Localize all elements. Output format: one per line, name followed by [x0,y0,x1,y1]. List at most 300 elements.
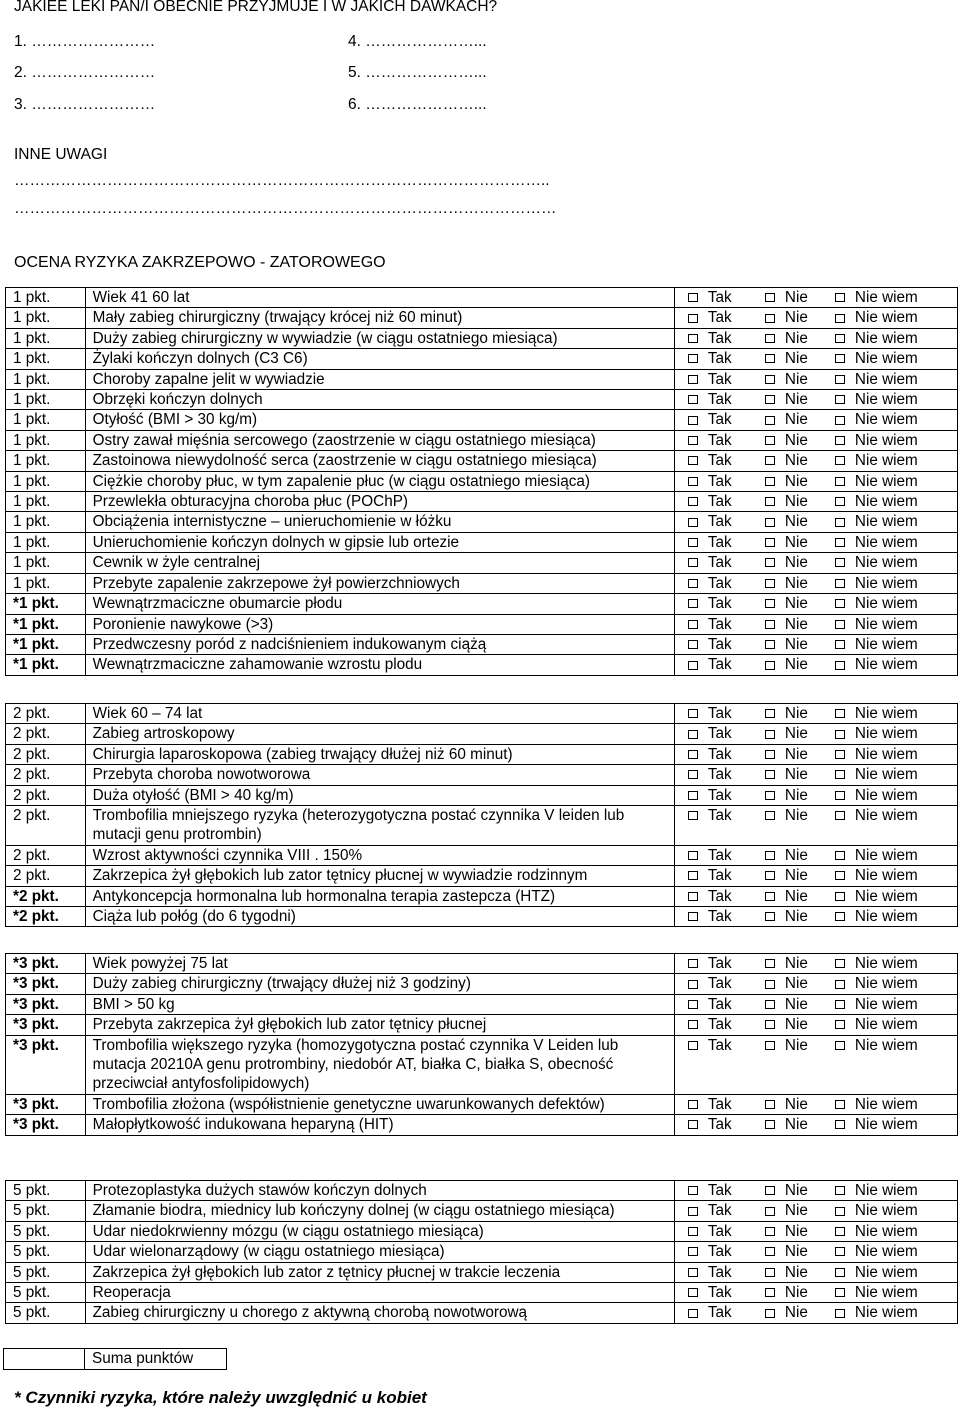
option-label: Nie wiem [854,309,918,327]
option-yes-checkbox[interactable] [675,288,765,307]
checkbox-square-icon[interactable] [765,1186,775,1195]
risk-points: 2 pkt. [6,785,86,805]
option-no-checkbox[interactable] [765,1095,835,1114]
checkbox-square-icon[interactable] [835,579,845,588]
option-dont-know-checkbox[interactable] [835,974,950,993]
option-yes-checkbox[interactable] [675,954,765,973]
option-yes-checkbox[interactable] [675,329,765,348]
option-dont-know-checkbox[interactable] [835,451,950,470]
option-dont-know-checkbox[interactable] [835,1303,950,1322]
checkbox-square-icon[interactable] [835,558,845,567]
checkbox-square-icon[interactable] [835,1100,845,1109]
med-item-4[interactable]: 4. …………………... [348,33,487,50]
option-yes-checkbox[interactable] [675,349,765,368]
option-dont-know-checkbox[interactable] [835,765,950,784]
option-no-checkbox[interactable] [765,995,835,1014]
checkbox-square-icon[interactable] [835,1186,845,1195]
option-yes-checkbox[interactable] [675,472,765,491]
risk-points: 2 pkt. [6,704,86,724]
risk-description: Duży zabieg chirurgiczny w wywiadzie (w ciągu ostatniego miesiąca) [85,328,674,348]
checkbox-square-icon[interactable] [835,436,845,445]
option-no-checkbox[interactable] [765,1201,835,1220]
option-yes-checkbox[interactable] [675,907,765,926]
checkbox-square-icon[interactable] [765,851,775,860]
checkbox-square-icon[interactable] [765,709,775,718]
option-yes-checkbox[interactable] [675,553,765,572]
checkbox-square-icon[interactable] [688,354,698,363]
checkbox-square-icon[interactable] [835,477,845,486]
option-label: Tak [707,513,732,531]
option-yes-checkbox[interactable] [675,1283,765,1302]
option-label: Nie wiem [854,493,918,511]
risk-row [6,410,958,430]
checkbox-square-icon[interactable] [765,1207,775,1216]
checkbox-square-icon[interactable] [688,579,698,588]
option-no-checkbox[interactable] [765,615,835,634]
option-dont-know-checkbox[interactable] [835,635,950,654]
checkbox-square-icon[interactable] [688,456,698,465]
risk-description: Duży zabieg chirurgiczny (trwający dłużej niż 3 godziny) [85,974,674,994]
checkbox-square-icon[interactable] [835,851,845,860]
option-no-checkbox[interactable] [765,1036,835,1055]
checkbox-square-icon[interactable] [688,1309,698,1318]
risk-answer-options [674,369,957,389]
option-yes-checkbox[interactable] [675,1263,765,1282]
option-no-checkbox[interactable] [765,451,835,470]
checkbox-square-icon[interactable] [835,1000,845,1009]
checkbox-square-icon[interactable] [688,980,698,989]
checkbox-square-icon[interactable] [765,791,775,800]
checkbox-square-icon[interactable] [835,518,845,527]
option-label: Nie [784,745,808,763]
checkbox-square-icon[interactable] [765,750,775,759]
option-yes-checkbox[interactable] [675,995,765,1014]
checkbox-square-icon[interactable] [688,912,698,921]
option-dont-know-checkbox[interactable] [835,1222,950,1241]
option-yes-checkbox[interactable] [675,745,765,764]
checkbox-square-icon[interactable] [688,599,698,608]
option-label: Nie [784,533,808,551]
checkbox-square-icon[interactable] [765,314,775,323]
option-yes-checkbox[interactable] [675,704,765,723]
checkbox-square-icon[interactable] [688,1268,698,1277]
checkbox-square-icon[interactable] [765,1041,775,1050]
option-dont-know-checkbox[interactable] [835,1036,950,1055]
risk-table-1pt [5,287,958,676]
checkbox-square-icon[interactable] [765,811,775,820]
option-dont-know-checkbox[interactable] [835,806,950,825]
checkbox-square-icon[interactable] [688,314,698,323]
option-yes-checkbox[interactable] [675,1303,765,1322]
option-dont-know-checkbox[interactable] [835,390,950,409]
option-dont-know-checkbox[interactable] [835,553,950,572]
checkbox-square-icon[interactable] [688,1020,698,1029]
checkbox-square-icon[interactable] [765,1309,775,1318]
option-no-checkbox[interactable] [765,370,835,389]
checkbox-square-icon[interactable] [688,518,698,527]
option-no-checkbox[interactable] [765,1283,835,1302]
checkbox-square-icon[interactable] [765,477,775,486]
option-no-checkbox[interactable] [765,553,835,572]
checkbox-square-icon[interactable] [835,1227,845,1236]
option-dont-know-checkbox[interactable] [835,846,950,865]
checkbox-square-icon[interactable] [688,293,698,302]
checkbox-square-icon[interactable] [765,1000,775,1009]
checkbox-square-icon[interactable] [835,1288,845,1297]
option-dont-know-checkbox[interactable] [835,1181,950,1200]
option-no-checkbox[interactable] [765,635,835,654]
option-dont-know-checkbox[interactable] [835,594,950,613]
checkbox-square-icon[interactable] [765,436,775,445]
checkbox-square-icon[interactable] [835,538,845,547]
checkbox-square-icon[interactable] [835,1268,845,1277]
checkbox-square-icon[interactable] [688,1186,698,1195]
option-yes-checkbox[interactable] [675,533,765,552]
checkbox-square-icon[interactable] [688,730,698,739]
option-dont-know-checkbox[interactable] [835,786,950,805]
option-dont-know-checkbox[interactable] [835,907,950,926]
checkbox-square-icon[interactable] [835,912,845,921]
checkbox-square-icon[interactable] [765,375,775,384]
option-no-checkbox[interactable] [765,390,835,409]
risk-points: 1 pkt. [6,492,86,512]
option-no-checkbox[interactable] [765,492,835,511]
option-yes-checkbox[interactable] [675,308,765,327]
checkbox-square-icon[interactable] [835,980,845,989]
checkbox-square-icon[interactable] [835,416,845,425]
option-no-checkbox[interactable] [765,1303,835,1322]
option-dont-know-checkbox[interactable] [835,704,950,723]
checkbox-square-icon[interactable] [765,892,775,901]
checkbox-square-icon[interactable] [835,709,845,718]
option-yes-checkbox[interactable] [675,1115,765,1134]
option-label: Tak [707,329,732,347]
option-no-checkbox[interactable] [765,472,835,491]
checkbox-square-icon[interactable] [688,661,698,670]
checkbox-square-icon[interactable] [835,750,845,759]
option-dont-know-checkbox[interactable] [835,308,950,327]
checkbox-square-icon[interactable] [765,579,775,588]
option-dont-know-checkbox[interactable] [835,492,950,511]
checkbox-square-icon[interactable] [688,477,698,486]
option-yes-checkbox[interactable] [675,431,765,450]
checkbox-square-icon[interactable] [765,620,775,629]
notes-line-1[interactable]: ………………………………………………………………………………………….. [14,172,550,189]
option-dont-know-checkbox[interactable] [835,533,950,552]
checkbox-square-icon[interactable] [688,770,698,779]
option-label: Nie wiem [854,533,918,551]
option-yes-checkbox[interactable] [675,1095,765,1114]
option-dont-know-checkbox[interactable] [835,887,950,906]
checkbox-square-icon[interactable] [688,640,698,649]
checkbox-square-icon[interactable] [835,1041,845,1050]
checkbox-square-icon[interactable] [765,1247,775,1256]
points-sum-label: Suma punktów [92,1350,194,1367]
checkbox-square-icon[interactable] [688,709,698,718]
option-no-checkbox[interactable] [765,846,835,865]
option-no-checkbox[interactable] [765,655,835,674]
med-item-2[interactable]: 2. …………………… [14,64,156,81]
checkbox-square-icon[interactable] [688,375,698,384]
checkbox-square-icon[interactable] [765,912,775,921]
checkbox-square-icon[interactable] [835,791,845,800]
checkbox-square-icon[interactable] [765,416,775,425]
checkbox-square-icon[interactable] [765,980,775,989]
med-item-5[interactable]: 5. …………………... [348,64,487,81]
option-dont-know-checkbox[interactable] [835,1095,950,1114]
checkbox-square-icon[interactable] [765,1100,775,1109]
checkbox-square-icon[interactable] [688,558,698,567]
checkbox-square-icon[interactable] [835,1020,845,1029]
option-yes-checkbox[interactable] [675,635,765,654]
option-dont-know-checkbox[interactable] [835,655,950,674]
checkbox-square-icon[interactable] [835,770,845,779]
checkbox-square-icon[interactable] [765,770,775,779]
option-yes-checkbox[interactable] [675,724,765,743]
option-dont-know-checkbox[interactable] [835,615,950,634]
checkbox-square-icon[interactable] [765,334,775,343]
option-no-checkbox[interactable] [765,594,835,613]
checkbox-square-icon[interactable] [835,1207,845,1216]
option-dont-know-checkbox[interactable] [835,954,950,973]
option-no-checkbox[interactable] [765,1242,835,1261]
med-item-6[interactable]: 6. …………………... [348,96,487,113]
option-label: Nie wiem [854,452,918,470]
risk-answer-options [674,994,957,1014]
checkbox-square-icon[interactable] [765,354,775,363]
option-yes-checkbox[interactable] [675,594,765,613]
option-dont-know-checkbox[interactable] [835,431,950,450]
option-dont-know-checkbox[interactable] [835,349,950,368]
checkbox-square-icon[interactable] [688,334,698,343]
checkbox-square-icon[interactable] [688,871,698,880]
option-yes-checkbox[interactable] [675,410,765,429]
points-sum-value[interactable] [4,1349,85,1369]
checkbox-square-icon[interactable] [688,395,698,404]
checkbox-square-icon[interactable] [835,1247,845,1256]
option-no-checkbox[interactable] [765,431,835,450]
option-yes-checkbox[interactable] [675,492,765,511]
option-yes-checkbox[interactable] [675,1036,765,1055]
option-dont-know-checkbox[interactable] [835,370,950,389]
option-dont-know-checkbox[interactable] [835,1283,950,1302]
risk-row [6,954,958,974]
option-dont-know-checkbox[interactable] [835,1201,950,1220]
option-no-checkbox[interactable] [765,907,835,926]
option-yes-checkbox[interactable] [675,370,765,389]
checkbox-square-icon[interactable] [765,661,775,670]
option-label: Nie [784,309,808,327]
checkbox-square-icon[interactable] [765,538,775,547]
checkbox-square-icon[interactable] [835,811,845,820]
checkbox-square-icon[interactable] [688,959,698,968]
checkbox-square-icon[interactable] [688,892,698,901]
option-no-checkbox[interactable] [765,1015,835,1034]
checkbox-square-icon[interactable] [765,558,775,567]
checkbox-square-icon[interactable] [688,1227,698,1236]
checkbox-square-icon[interactable] [835,661,845,670]
checkbox-square-icon[interactable] [688,1000,698,1009]
checkbox-square-icon[interactable] [688,750,698,759]
option-dont-know-checkbox[interactable] [835,410,950,429]
option-dont-know-checkbox[interactable] [835,724,950,743]
checkbox-square-icon[interactable] [835,395,845,404]
checkbox-square-icon[interactable] [835,892,845,901]
risk-answer-options [674,765,957,785]
option-dont-know-checkbox[interactable] [835,1015,950,1034]
option-label: Nie wiem [854,955,918,972]
checkbox-square-icon[interactable] [688,620,698,629]
option-yes-checkbox[interactable] [675,1222,765,1241]
option-no-checkbox[interactable] [765,954,835,973]
option-dont-know-checkbox[interactable] [835,512,950,531]
option-no-checkbox[interactable] [765,512,835,531]
option-dont-know-checkbox[interactable] [835,745,950,764]
checkbox-square-icon[interactable] [765,959,775,968]
checkbox-square-icon[interactable] [688,851,698,860]
option-no-checkbox[interactable] [765,288,835,307]
option-no-checkbox[interactable] [765,806,835,825]
option-no-checkbox[interactable] [765,704,835,723]
checkbox-square-icon[interactable] [688,1288,698,1297]
option-no-checkbox[interactable] [765,724,835,743]
risk-points: *1 pkt. [6,594,86,614]
option-label: Nie [784,574,808,592]
option-yes-checkbox[interactable] [675,390,765,409]
option-dont-know-checkbox[interactable] [835,574,950,593]
option-no-checkbox[interactable] [765,574,835,593]
med-item-3[interactable]: 3. …………………… [14,96,156,113]
option-yes-checkbox[interactable] [675,574,765,593]
option-no-checkbox[interactable] [765,786,835,805]
checkbox-square-icon[interactable] [688,497,698,506]
checkbox-square-icon[interactable] [688,791,698,800]
checkbox-square-icon[interactable] [835,456,845,465]
checkbox-square-icon[interactable] [765,293,775,302]
option-dont-know-checkbox[interactable] [835,288,950,307]
checkbox-square-icon[interactable] [835,1120,845,1129]
checkbox-square-icon[interactable] [835,620,845,629]
checkbox-square-icon[interactable] [688,1041,698,1050]
option-label: Nie wiem [854,615,918,633]
checkbox-square-icon[interactable] [835,1309,845,1318]
checkbox-square-icon[interactable] [835,293,845,302]
notes-line-2[interactable]: …………………………………………………………………………………………… [14,200,557,217]
option-dont-know-checkbox[interactable] [835,472,950,491]
med-item-1[interactable]: 1. …………………… [14,33,156,50]
option-no-checkbox[interactable] [765,866,835,885]
checkbox-square-icon[interactable] [835,354,845,363]
option-dont-know-checkbox[interactable] [835,329,950,348]
checkbox-square-icon[interactable] [688,436,698,445]
checkbox-square-icon[interactable] [765,1227,775,1236]
checkbox-square-icon[interactable] [835,599,845,608]
option-no-checkbox[interactable] [765,1115,835,1134]
option-dont-know-checkbox[interactable] [835,1242,950,1261]
checkbox-square-icon[interactable] [835,871,845,880]
option-no-checkbox[interactable] [765,1263,835,1282]
checkbox-square-icon[interactable] [765,640,775,649]
option-yes-checkbox[interactable] [675,974,765,993]
option-dont-know-checkbox[interactable] [835,866,950,885]
checkbox-square-icon[interactable] [835,375,845,384]
option-no-checkbox[interactable] [765,765,835,784]
option-label: Nie wiem [854,1182,918,1199]
checkbox-square-icon[interactable] [765,497,775,506]
checkbox-square-icon[interactable] [688,538,698,547]
checkbox-square-icon[interactable] [765,599,775,608]
risk-description: Mały zabieg chirurgiczny (trwający krócej niż 60 minut) [85,308,674,328]
option-no-checkbox[interactable] [765,329,835,348]
option-yes-checkbox[interactable] [675,1201,765,1220]
option-yes-checkbox[interactable] [675,1181,765,1200]
option-dont-know-checkbox[interactable] [835,995,950,1014]
checkbox-square-icon[interactable] [765,518,775,527]
option-no-checkbox[interactable] [765,887,835,906]
option-dont-know-checkbox[interactable] [835,1263,950,1282]
checkbox-square-icon[interactable] [688,1247,698,1256]
option-yes-checkbox[interactable] [675,451,765,470]
option-no-checkbox[interactable] [765,1222,835,1241]
checkbox-square-icon[interactable] [688,1207,698,1216]
option-yes-checkbox[interactable] [675,512,765,531]
checkbox-square-icon[interactable] [765,871,775,880]
risk-points: 1 pkt. [6,349,86,369]
option-label: Nie [784,1243,808,1261]
option-no-checkbox[interactable] [765,410,835,429]
option-yes-checkbox[interactable] [675,765,765,784]
risk-answer-options [674,430,957,450]
checkbox-square-icon[interactable] [688,1100,698,1109]
option-no-checkbox[interactable] [765,308,835,327]
option-yes-checkbox[interactable] [675,1242,765,1261]
checkbox-square-icon[interactable] [835,314,845,323]
risk-description: Reoperacja [85,1283,674,1303]
option-yes-checkbox[interactable] [675,846,765,865]
risk-points: 2 pkt. [6,765,86,785]
option-no-checkbox[interactable] [765,349,835,368]
checkbox-square-icon[interactable] [765,456,775,465]
option-yes-checkbox[interactable] [675,786,765,805]
checkbox-square-icon[interactable] [688,811,698,820]
option-no-checkbox[interactable] [765,1181,835,1200]
checkbox-square-icon[interactable] [835,730,845,739]
checkbox-square-icon[interactable] [765,1268,775,1277]
option-no-checkbox[interactable] [765,533,835,552]
checkbox-square-icon[interactable] [688,416,698,425]
checkbox-square-icon[interactable] [688,1120,698,1129]
checkbox-square-icon[interactable] [835,640,845,649]
checkbox-square-icon[interactable] [765,1020,775,1029]
checkbox-square-icon[interactable] [835,497,845,506]
checkbox-square-icon[interactable] [765,1288,775,1297]
option-yes-checkbox[interactable] [675,655,765,674]
option-dont-know-checkbox[interactable] [835,1115,950,1134]
checkbox-square-icon[interactable] [835,959,845,968]
risk-answer-options [674,328,957,348]
option-yes-checkbox[interactable] [675,1015,765,1034]
option-yes-checkbox[interactable] [675,806,765,825]
option-no-checkbox[interactable] [765,974,835,993]
option-yes-checkbox[interactable] [675,615,765,634]
checkbox-square-icon[interactable] [765,1120,775,1129]
checkbox-square-icon[interactable] [765,730,775,739]
checkbox-square-icon[interactable] [835,334,845,343]
option-no-checkbox[interactable] [765,745,835,764]
option-yes-checkbox[interactable] [675,866,765,885]
checkbox-square-icon[interactable] [765,395,775,404]
option-yes-checkbox[interactable] [675,887,765,906]
